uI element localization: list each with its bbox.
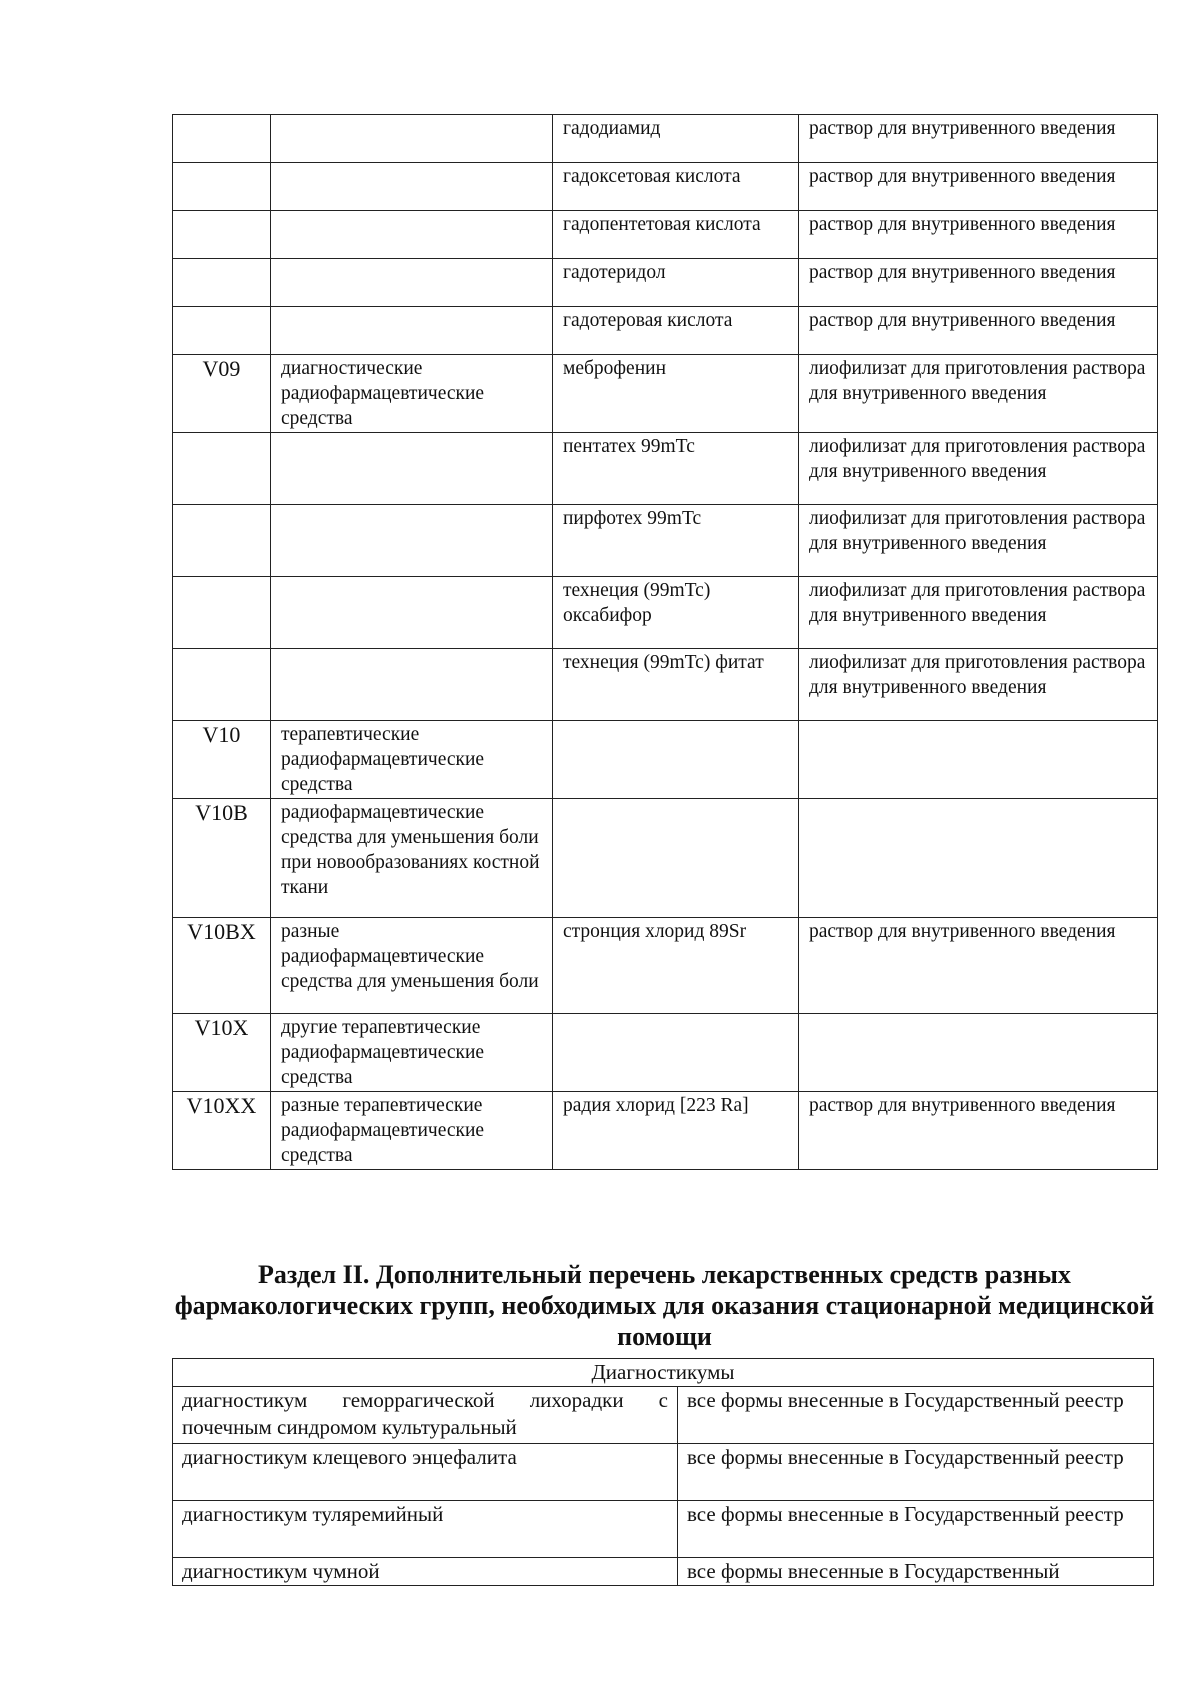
group-name-cell: другие терапевтические радиофармацевтические средства	[271, 1014, 553, 1092]
diagnostics-table	[172, 1358, 1154, 1586]
atc-code-cell	[173, 433, 271, 505]
diagnostic-name-cell: диагностикум туляремийный	[173, 1501, 678, 1558]
group-name-cell: разные радиофармацевтические средства для уменьшения боли	[271, 918, 553, 1014]
diagnostics-header-row	[173, 1359, 1154, 1387]
medicines-table-body	[173, 115, 1158, 1170]
dosage-form-cell	[799, 721, 1158, 799]
table-row	[173, 505, 1158, 577]
atc-code-cell	[173, 211, 271, 259]
table-row	[173, 1558, 1154, 1586]
atc-code-cell	[173, 505, 271, 577]
atc-code-cell: V10	[173, 721, 271, 799]
drug-name-cell: пирфотех 99mTc	[553, 505, 799, 577]
atc-code-cell	[173, 259, 271, 307]
group-name-cell: радиофармацевтические средства для уменьшения боли при новообразованиях костной ткани	[271, 799, 553, 918]
table-row	[173, 307, 1158, 355]
diagnostic-name-cell: диагностикум геморрагической лихорадки с почечным синдромом культуральный	[173, 1387, 678, 1444]
drug-name-cell: пентатех 99mTc	[553, 433, 799, 505]
group-name-cell	[271, 505, 553, 577]
dosage-form-cell	[799, 1014, 1158, 1092]
table-row	[173, 433, 1158, 505]
drug-name-cell: гадопентетовая кислота	[553, 211, 799, 259]
medicines-table	[172, 114, 1158, 1170]
dosage-form-cell: раствор для внутривенного введения	[799, 918, 1158, 1014]
atc-code-cell: V10BX	[173, 918, 271, 1014]
table-row	[173, 799, 1158, 918]
dosage-form-cell	[799, 799, 1158, 918]
table-row	[173, 259, 1158, 307]
table-row	[173, 163, 1158, 211]
dosage-form-cell: раствор для внутривенного введения	[799, 163, 1158, 211]
dosage-form-cell: раствор для внутривенного введения	[799, 115, 1158, 163]
drug-name-cell: гадотеридол	[553, 259, 799, 307]
dosage-form-cell: лиофилизат для приготовления раствора для внутривенного введения	[799, 649, 1158, 721]
dosage-form-cell: раствор для внутривенного введения	[799, 259, 1158, 307]
group-name-cell: терапевтические радиофармацевтические средства	[271, 721, 553, 799]
drug-name-cell: радия хлорид [223 Ra]	[553, 1092, 799, 1170]
atc-code-cell	[173, 163, 271, 211]
atc-code-cell: V09	[173, 355, 271, 433]
table-row	[173, 649, 1158, 721]
diagnostic-form-cell: все формы внесенные в Государственный реестр	[678, 1444, 1154, 1501]
drug-name-cell: гадотеровая кислота	[553, 307, 799, 355]
table-row	[173, 115, 1158, 163]
dosage-form-cell: раствор для внутривенного введения	[799, 211, 1158, 259]
dosage-form-cell: раствор для внутривенного введения	[799, 307, 1158, 355]
table-row	[173, 721, 1158, 799]
dosage-form-cell: раствор для внутривенного введения	[799, 1092, 1158, 1170]
drug-name-cell: технеция (99mTc) фитат	[553, 649, 799, 721]
drug-name-cell: стронция хлорид 89Sr	[553, 918, 799, 1014]
drug-name-cell: гадоксетовая кислота	[553, 163, 799, 211]
table-row	[173, 211, 1158, 259]
group-name-cell	[271, 259, 553, 307]
table-row	[173, 1014, 1158, 1092]
atc-code-cell: V10X	[173, 1014, 271, 1092]
diagnostic-name-cell: диагностикум чумной	[173, 1558, 678, 1586]
group-name-cell	[271, 577, 553, 649]
table-row	[173, 355, 1158, 433]
diagnostic-form-cell: все формы внесенные в Государственный	[678, 1558, 1154, 1586]
section-heading: Раздел II. Дополнительный перечень лекарственных средств разных фармакологических групп, необходимых для оказания стационарной медицинской помощи	[174, 1260, 1155, 1351]
atc-code-cell	[173, 115, 271, 163]
table-row	[173, 1387, 1154, 1444]
diagnostic-form-cell: все формы внесенные в Государственный реестр	[678, 1501, 1154, 1558]
group-name-cell: разные терапевтические радиофармацевтические средства	[271, 1092, 553, 1170]
dosage-form-cell: лиофилизат для приготовления раствора для внутривенного введения	[799, 433, 1158, 505]
drug-name-cell: технеция (99mTc) оксабифор	[553, 577, 799, 649]
atc-code-cell	[173, 649, 271, 721]
dosage-form-cell: лиофилизат для приготовления раствора для внутривенного введения	[799, 577, 1158, 649]
group-name-cell	[271, 307, 553, 355]
drug-name-cell: гадодиамид	[553, 115, 799, 163]
table-row	[173, 1092, 1158, 1170]
atc-code-cell	[173, 577, 271, 649]
diagnostics-header: Диагностикумы	[173, 1359, 1154, 1387]
diagnostic-name-cell: диагностикум клещевого энцефалита	[173, 1444, 678, 1501]
atc-code-cell	[173, 307, 271, 355]
group-name-cell	[271, 163, 553, 211]
drug-name-cell	[553, 799, 799, 918]
group-name-cell: диагностические радиофармацевтические средства	[271, 355, 553, 433]
diagnostics-table-body	[173, 1359, 1154, 1586]
table-row	[173, 577, 1158, 649]
group-name-cell	[271, 115, 553, 163]
diagnostic-form-cell: все формы внесенные в Государственный реестр	[678, 1387, 1154, 1444]
drug-name-cell	[553, 721, 799, 799]
dosage-form-cell: лиофилизат для приготовления раствора для внутривенного введения	[799, 355, 1158, 433]
drug-name-cell	[553, 1014, 799, 1092]
atc-code-cell: V10XX	[173, 1092, 271, 1170]
dosage-form-cell: лиофилизат для приготовления раствора для внутривенного введения	[799, 505, 1158, 577]
drug-name-cell: меброфенин	[553, 355, 799, 433]
group-name-cell	[271, 649, 553, 721]
group-name-cell	[271, 211, 553, 259]
atc-code-cell: V10B	[173, 799, 271, 918]
table-row	[173, 918, 1158, 1014]
table-row	[173, 1444, 1154, 1501]
group-name-cell	[271, 433, 553, 505]
table-row	[173, 1501, 1154, 1558]
